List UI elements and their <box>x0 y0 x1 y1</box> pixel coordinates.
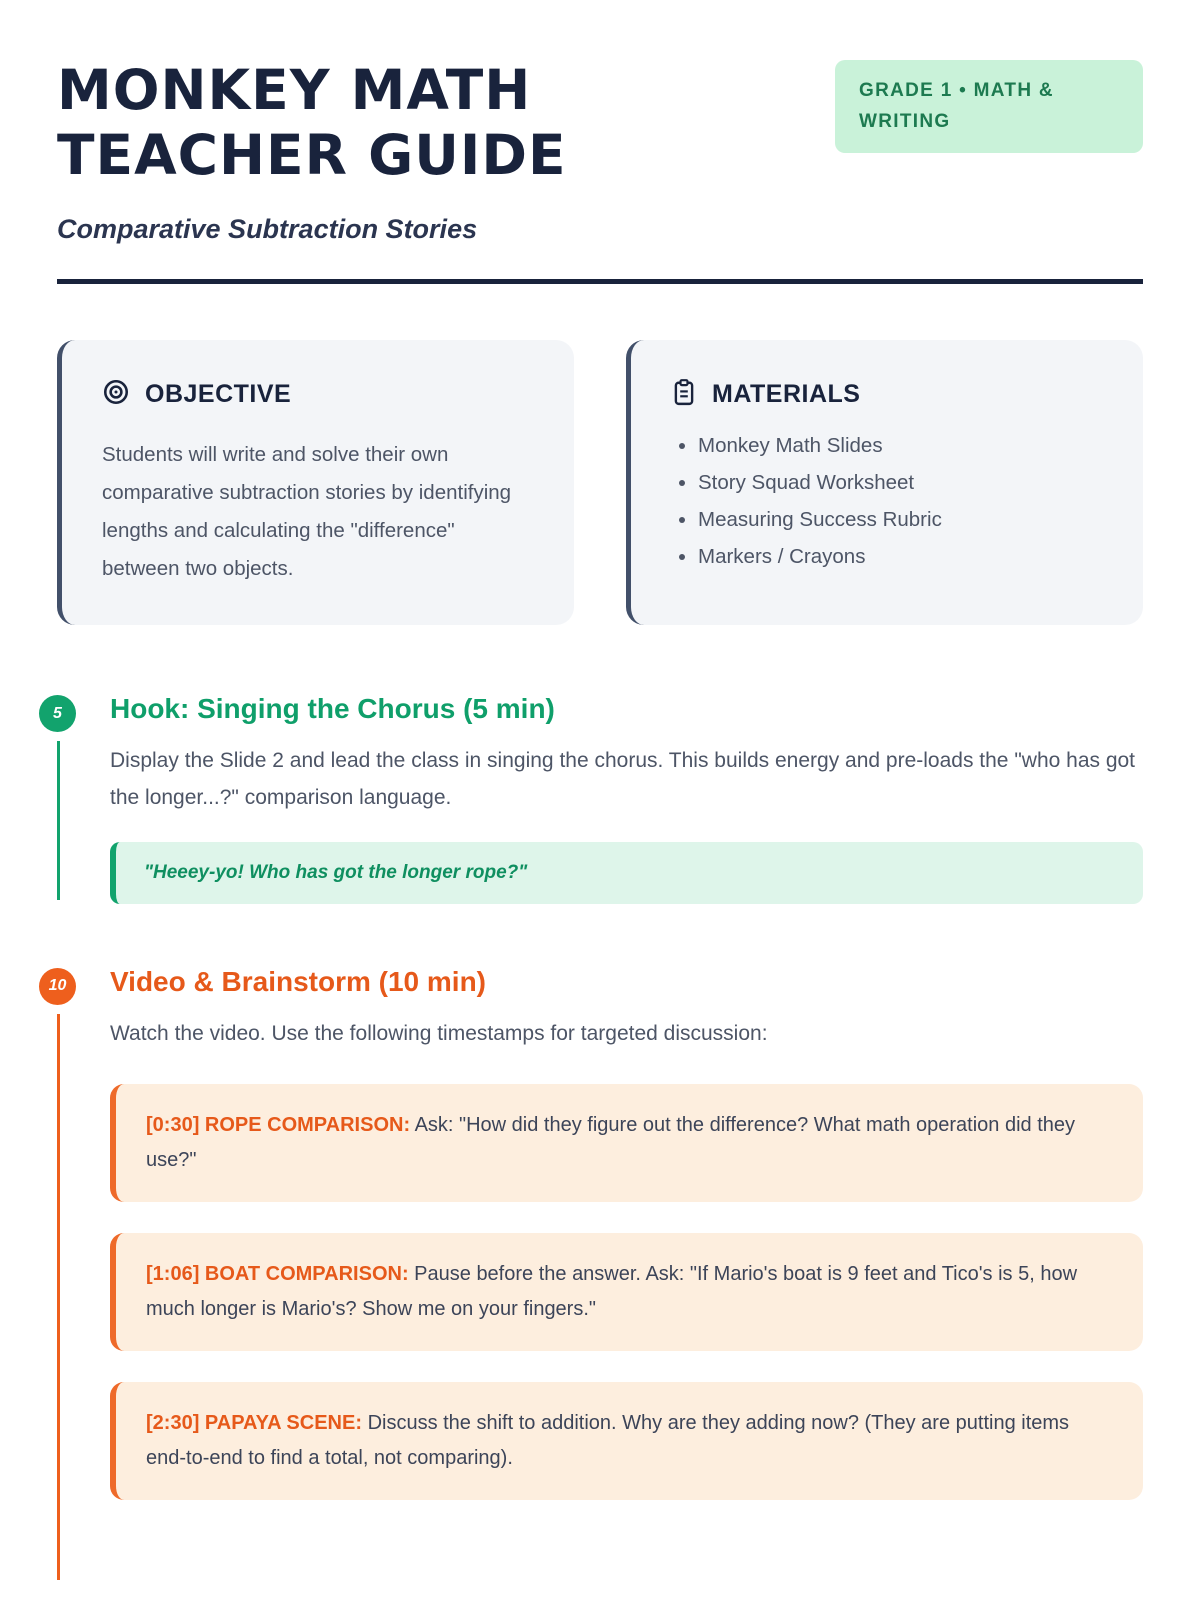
grade-badge: GRADE 1 • MATH & WRITING <box>835 60 1143 153</box>
materials-card <box>626 340 1143 626</box>
target-icon <box>102 378 130 411</box>
header-divider <box>57 279 1143 284</box>
materials-item: • Markers / Crayons <box>698 545 1103 569</box>
timestamp-text: Ask: "How did they figure out the difference? What math operation did they use?" <box>146 1113 1076 1171</box>
section-video-brainstorm <box>48 965 1143 1500</box>
timestamp-label: [2:30] PAPAYA SCENE: <box>146 1411 362 1434</box>
page-subtitle: Comparative Subtraction Stories <box>57 213 478 244</box>
timestamp-text: Discuss the shift to addition. Why are they adding now? (They are putting items end-to-end to find a total, not comparing). <box>146 1411 1070 1469</box>
materials-card-header <box>671 378 1103 412</box>
page-title <box>57 58 567 188</box>
objective-title: OBJECTIVE <box>145 379 292 408</box>
video-section-title: Video & Brainstorm (10 min) <box>110 965 487 997</box>
step-number-badge: 5 <box>39 695 76 732</box>
header <box>57 58 1143 245</box>
timeline-orange <box>57 1014 60 1580</box>
clipboard-icon <box>671 378 697 412</box>
header-left <box>57 58 567 245</box>
objective-card-header <box>102 378 534 411</box>
timestamp-label: [0:30] ROPE COMPARISON: <box>146 1113 411 1136</box>
timestamp-box-rope <box>110 1084 1143 1202</box>
timestamp-entry <box>146 1108 1113 1178</box>
timestamp-entry <box>146 1257 1113 1327</box>
timestamp-box-papaya <box>110 1382 1143 1500</box>
timestamp-label: [1:06] BOAT COMPARISON: <box>146 1262 409 1285</box>
materials-item: • Measuring Success Rubric <box>698 508 1103 532</box>
materials-list <box>671 434 1103 569</box>
title-line-1: MONKEY MATH <box>57 58 532 122</box>
objective-card <box>57 340 574 626</box>
objective-body: Students will write and solve their own comparative subtraction stories by identifying lengths and calculating the "difference" between two objects. <box>102 442 512 580</box>
section-hook <box>53 693 1143 904</box>
timestamp-box-boat <box>110 1233 1143 1351</box>
timestamp-entry <box>146 1406 1113 1476</box>
materials-item: • Monkey Math Slides <box>698 434 1103 458</box>
title-line-2: TEACHER GUIDE <box>57 122 567 187</box>
timeline-green <box>57 741 60 900</box>
info-cards-row <box>57 340 1143 626</box>
chorus-quote-box: "Heeey-yo! Who has got the longer rope?" <box>110 842 1143 904</box>
video-section-body: Watch the video. Use the following timestamps for targeted discussion: <box>110 1021 768 1045</box>
timestamp-text: Pause before the answer. Ask: "If Mario's boat is 9 feet and Tico's is 5, how much longer is Mario's? Show me on your fingers." <box>146 1262 1078 1320</box>
hook-section-title: Hook: Singing the Chorus (5 min) <box>110 693 555 725</box>
materials-item: • Story Squad Worksheet <box>698 471 1103 495</box>
materials-title: MATERIALS <box>712 380 861 409</box>
hook-section-body: Display the Slide 2 and lead the class in singing the chorus. This builds energy and pre-loads the "who has got the longer...?" comparison language. <box>110 749 1136 810</box>
step-number-badge: 10 <box>39 968 76 1005</box>
